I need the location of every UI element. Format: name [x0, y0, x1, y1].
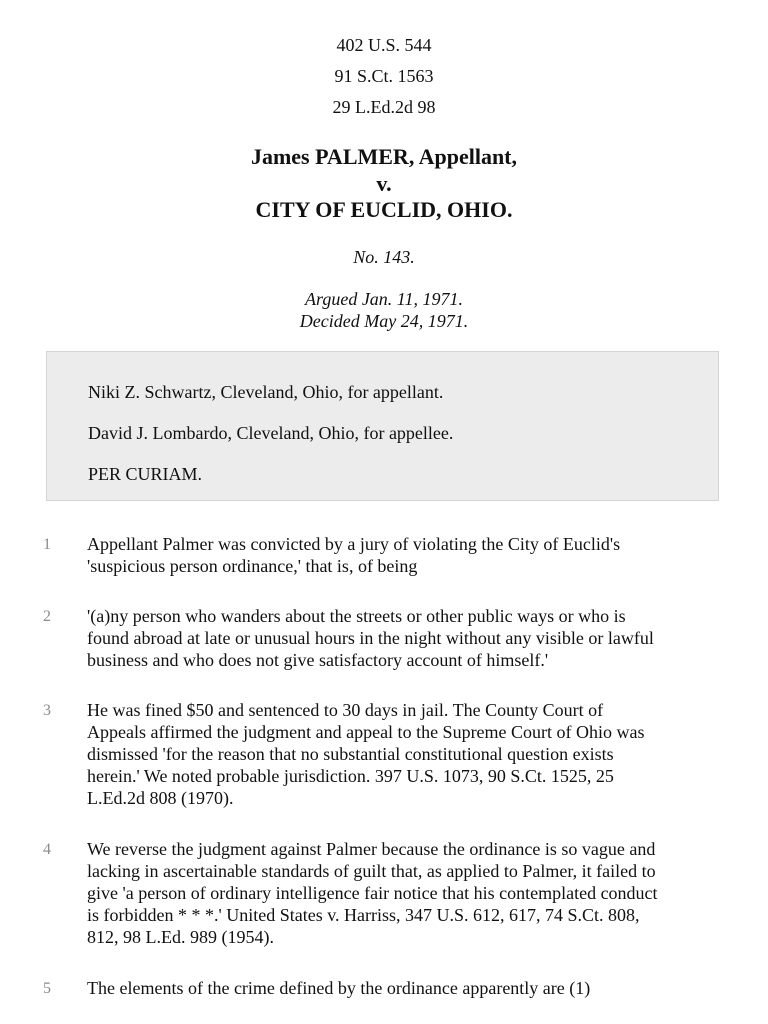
counsel-box — [46, 351, 719, 501]
text-line: 812, 98 L.Ed. 989 (1954). — [87, 927, 274, 947]
decided-date: Decided May 24, 1971. — [299, 311, 469, 331]
argued-date: Argued Jan. 11, 1971. — [305, 289, 463, 309]
case-title-appellant: James PALMER, Appellant, — [250, 144, 518, 169]
citation-lawyers-edition: 29 L.Ed.2d 98 — [332, 97, 436, 117]
counsel-appellee: David J. Lombardo, Cleveland, Ohio, for appellee. — [88, 423, 454, 443]
paragraph-text — [87, 699, 727, 809]
text-line: give 'a person of ordinary intelligence fair notice that his contemplated conduct — [87, 883, 658, 903]
docket-number: No. 143. — [353, 247, 415, 267]
case-title-appellee: CITY OF EUCLID, OHIO. — [255, 197, 513, 222]
text-line: Appellant Palmer was convicted by a jury of violating the City of Euclid's — [87, 534, 621, 554]
paragraph-number: 3 — [43, 702, 51, 719]
paragraph-number: 1 — [43, 536, 51, 553]
case-title — [0, 144, 768, 224]
text-line: L.Ed.2d 808 (1970). — [87, 788, 234, 808]
paragraph-text — [87, 533, 727, 577]
citations — [0, 34, 768, 127]
text-line: 'suspicious person ordinance,' that is, of being — [87, 556, 418, 576]
citation-supreme-court-reporter: 91 S.Ct. 1563 — [334, 66, 434, 86]
paragraph-number: 5 — [43, 980, 51, 997]
text-line: found abroad at late or unusual hours in the night without any visible or lawful — [87, 628, 654, 648]
case-dates — [0, 288, 768, 332]
text-line: lacking in ascertainable standards of guilt that, as applied to Palmer, it failed to — [87, 861, 656, 881]
counsel-appellant: Niki Z. Schwartz, Cleveland, Ohio, for appellant. — [88, 382, 444, 402]
case-title-versus: v. — [376, 170, 392, 196]
paragraph-number: 4 — [43, 841, 51, 858]
text-line: Appeals affirmed the judgment and appeal to the Supreme Court of Ohio was — [87, 722, 645, 742]
text-line: The elements of the crime defined by the ordinance apparently are (1) — [87, 978, 591, 998]
paragraph-text — [87, 838, 727, 948]
text-line: We reverse the judgment against Palmer because the ordinance is so vague and — [87, 839, 656, 859]
text-line: business and who does not give satisfactory account of himself.' — [87, 650, 549, 670]
text-line: dismissed 'for the reason that no substantial constitutional question exists — [87, 744, 614, 764]
paragraph-number: 2 — [43, 608, 51, 625]
text-line: He was fined $50 and sentenced to 30 days in jail. The County Court of — [87, 700, 604, 720]
text-line: '(a)ny person who wanders about the streets or other public ways or who is — [87, 606, 626, 626]
text-line: herein.' We noted probable jurisdiction. 397 U.S. 1073, 90 S.Ct. 1525, 25 — [87, 766, 614, 786]
paragraph-text — [87, 605, 727, 671]
opinion-type: PER CURIAM. — [88, 464, 203, 484]
paragraph-text — [87, 977, 727, 999]
text-line: is forbidden * * *.' United States v. Harriss, 347 U.S. 612, 617, 74 S.Ct. 808, — [87, 905, 640, 925]
citation-us-reports: 402 U.S. 544 — [336, 35, 432, 55]
